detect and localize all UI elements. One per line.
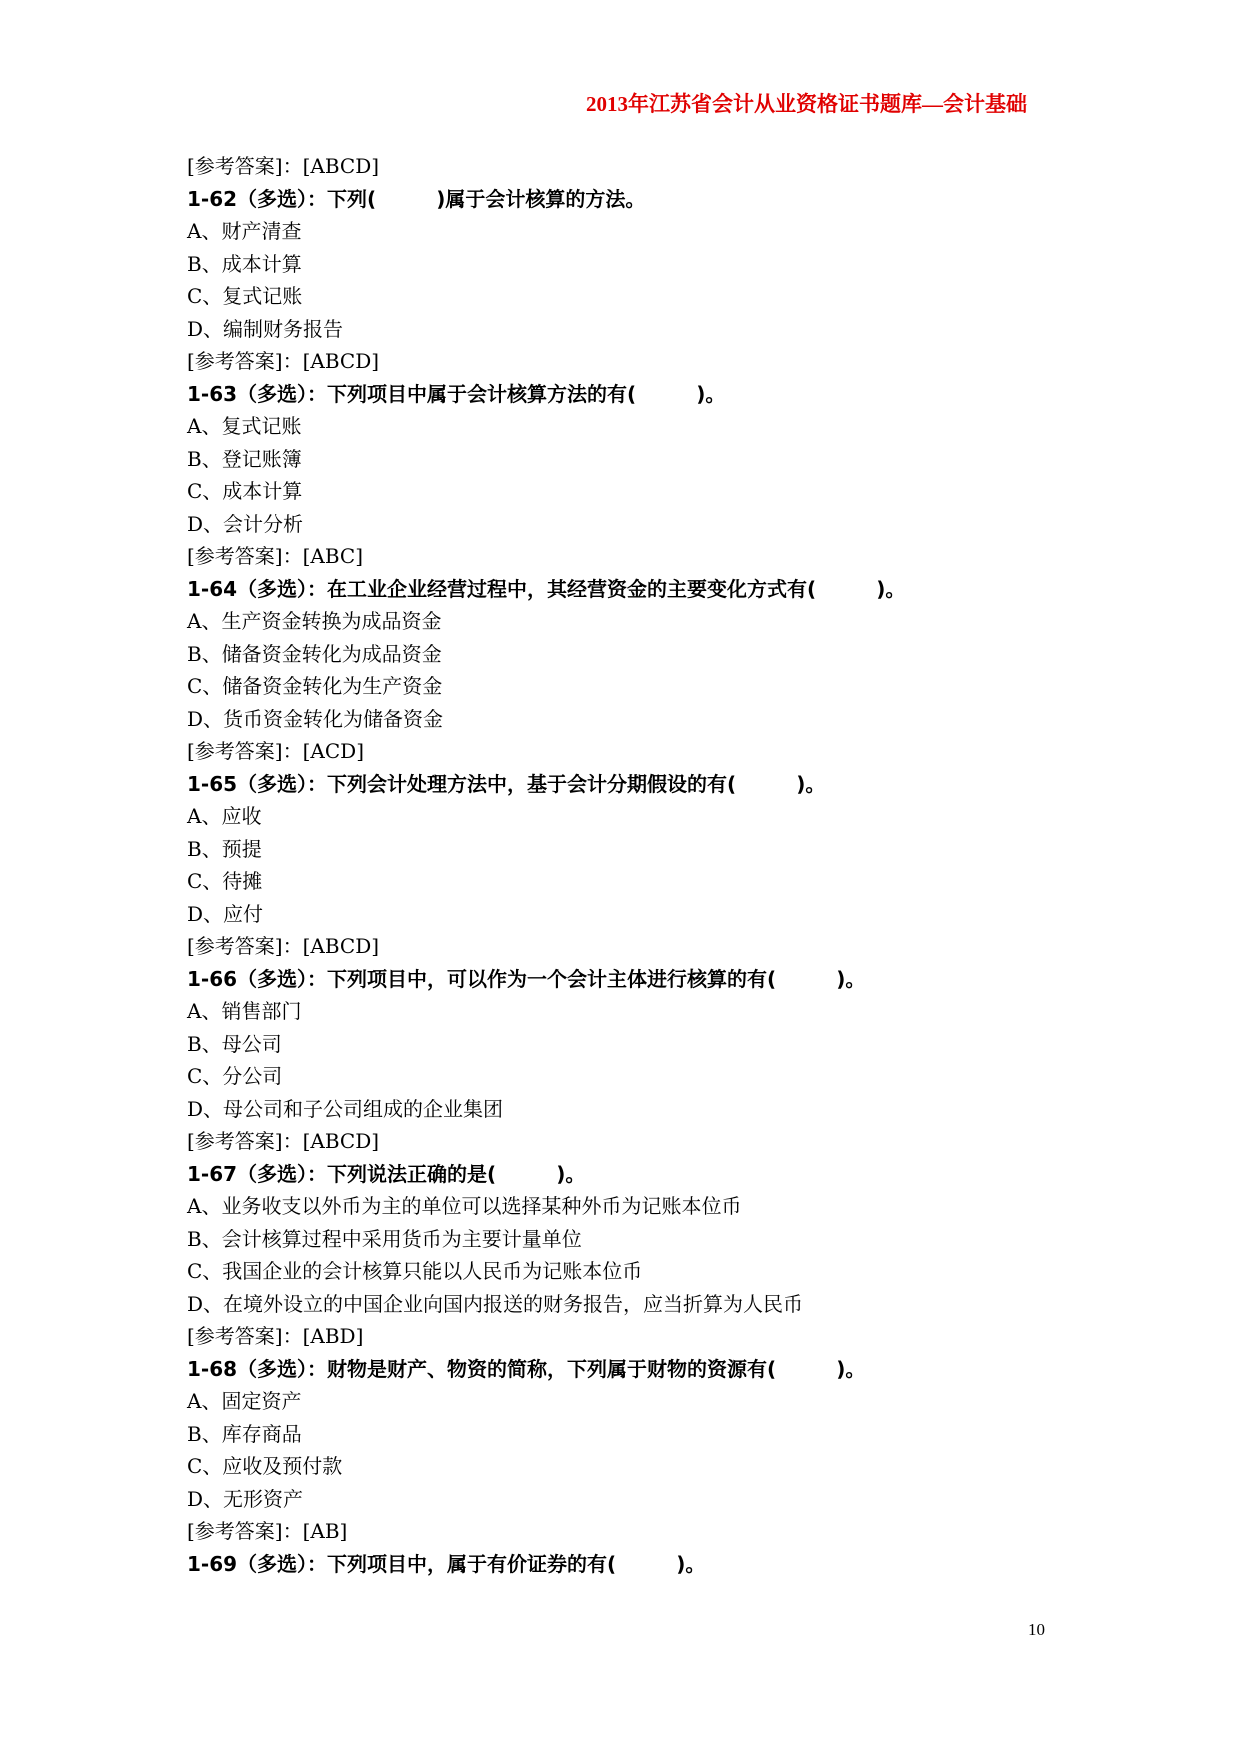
question-line: 1-65（多选）：下列会计处理方法中，基于会计分期假设的有( )。 xyxy=(187,771,826,796)
answer-line: [参考答案]：[ABC] xyxy=(187,544,364,568)
option-line: A、销售部门 xyxy=(187,999,302,1023)
option-line: D、会计分析 xyxy=(187,511,304,536)
question-line: 1-67（多选）：下列说法正确的是( )。 xyxy=(187,1161,586,1186)
option-line: D、应付 xyxy=(187,901,264,926)
option-line: C、复式记账 xyxy=(187,284,303,308)
question-line: 1-66（多选）：下列项目中，可以作为一个会计主体进行核算的有( )。 xyxy=(187,966,866,991)
question-line: 1-69（多选）：下列项目中，属于有价证券的有( )。 xyxy=(187,1551,706,1576)
option-line: C、成本计算 xyxy=(187,479,303,503)
option-line: D、无形资产 xyxy=(187,1486,304,1511)
option-line: C、储备资金转化为生产资金 xyxy=(187,674,443,698)
option-line: D、货币资金转化为储备资金 xyxy=(187,706,444,731)
option-line: B、预提 xyxy=(187,836,262,861)
option-line: C、我国企业的会计核算只能以人民币为记账本位币 xyxy=(187,1259,643,1283)
option-line: A、业务收支以外币为主的单位可以选择某种外币为记账本位币 xyxy=(187,1194,742,1218)
option-line: C、分公司 xyxy=(187,1064,283,1088)
page-number: 10 xyxy=(1028,1620,1045,1639)
option-line: A、固定资产 xyxy=(187,1389,302,1413)
option-line: B、会计核算过程中采用货币为主要计量单位 xyxy=(187,1226,582,1251)
answer-line: [参考答案]：[AB] xyxy=(187,1519,348,1543)
option-line: A、财产清查 xyxy=(187,219,302,243)
option-line: C、待摊 xyxy=(187,869,263,893)
option-line: B、成本计算 xyxy=(187,251,302,276)
question-line: 1-64（多选）：在工业企业经营过程中，其经营资金的主要变化方式有( )。 xyxy=(187,576,906,601)
option-line: B、储备资金转化为成品资金 xyxy=(187,641,442,666)
option-line: A、复式记账 xyxy=(187,414,302,438)
answer-line: [参考答案]：[ABCD] xyxy=(187,934,380,958)
option-line: B、母公司 xyxy=(187,1031,282,1056)
answer-line: [参考答案]：[ABCD] xyxy=(187,349,380,373)
option-line: D、在境外设立的中国企业向国内报送的财务报告，应当折算为人民币 xyxy=(187,1291,804,1316)
option-line: A、应收 xyxy=(187,804,262,828)
question-line: 1-63（多选）：下列项目中属于会计核算方法的有( )。 xyxy=(187,381,726,406)
question-line: 1-62（多选）：下列( )属于会计核算的方法。 xyxy=(187,186,646,211)
answer-line: [参考答案]：[ACD] xyxy=(187,739,364,763)
option-line: B、登记账簿 xyxy=(187,446,302,471)
question-line: 1-68（多选）：财物是财产、物资的简称，下列属于财物的资源有( )。 xyxy=(187,1356,866,1381)
page-header-title: 2013年江苏省会计从业资格证书题库—会计基础 xyxy=(586,92,1027,116)
option-line: B、库存商品 xyxy=(187,1421,302,1446)
option-line: D、编制财务报告 xyxy=(187,316,344,341)
answer-line: [参考答案]：[ABD] xyxy=(187,1324,364,1348)
answer-line: [参考答案]：[ABCD] xyxy=(187,1129,380,1153)
option-line: D、母公司和子公司组成的企业集团 xyxy=(187,1096,504,1121)
answer-line: [参考答案]：[ABCD] xyxy=(187,154,380,178)
option-line: C、应收及预付款 xyxy=(187,1454,343,1478)
document-body xyxy=(187,150,1087,1580)
option-line: A、生产资金转换为成品资金 xyxy=(187,609,442,633)
